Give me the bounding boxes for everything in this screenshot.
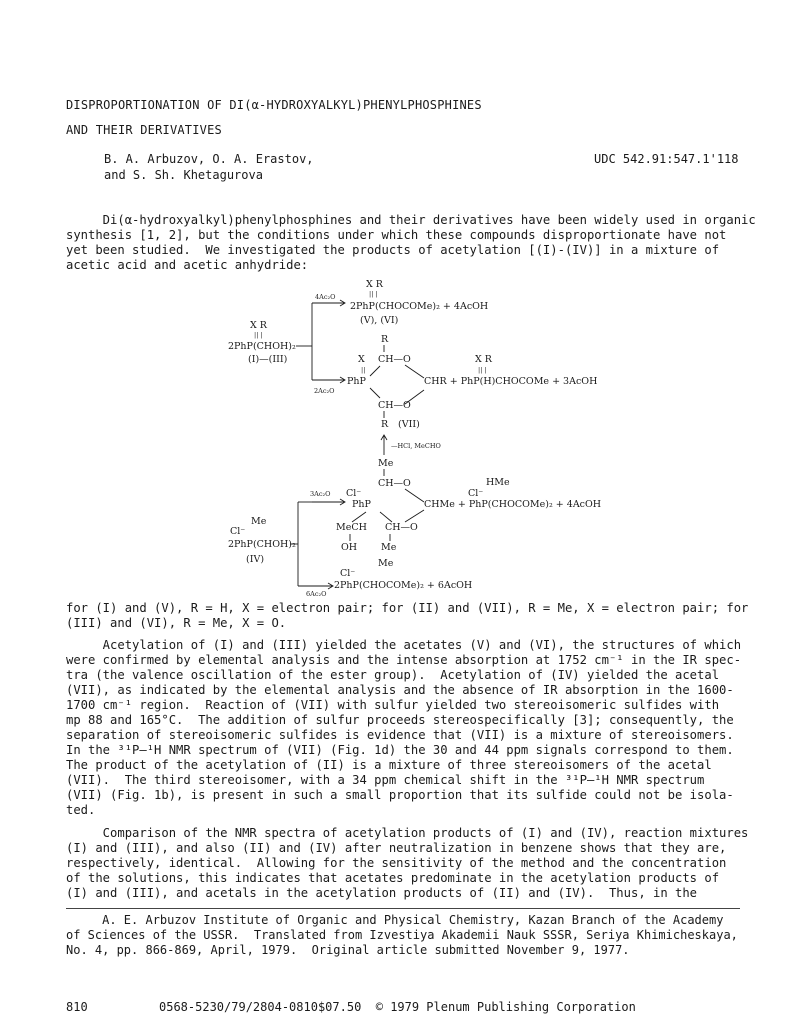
scheme-start-xr: X R <box>250 320 267 331</box>
body-line: for (I) and (V), R = H, X = electron pair; for (II) and (VII), R = Me, X = electron pair; for <box>66 601 749 615</box>
footnote-line: of Sciences of the USSR. Translated from Izvestiya Akademii Nauk SSSR, Seriya Khimicheskaya, <box>66 928 738 942</box>
scheme-bond <box>405 365 424 378</box>
scheme-iv-me: Me <box>251 516 267 527</box>
scheme-top-product: 2PhP(CHOCOMe)₂ + 4AcOH <box>350 301 489 312</box>
scheme-mid-x: X <box>358 354 365 365</box>
scheme-arrowhead <box>340 377 345 383</box>
body-line: separation of stereoisomeric sulfides is evidence that (VII) is a mixture of stereoisomers. <box>66 728 734 742</box>
scheme-mid-r-bot: R <box>381 419 389 430</box>
scheme-mid-ch-o-bot: CH—O <box>378 400 411 411</box>
scheme-top-reagent: 4Ac₂O <box>315 293 336 301</box>
scheme-arrowhead <box>381 435 387 440</box>
scheme-low-me-top: Me <box>378 458 394 469</box>
scheme-low-ch-o2: CH—O <box>385 522 418 533</box>
scheme-bond <box>380 512 392 522</box>
scheme-iv-formula: 2PhP(CHOH)₂ <box>228 539 296 550</box>
scheme-arrowhead <box>340 499 345 505</box>
body-line: ted. <box>66 803 96 817</box>
title-line-1: DISPROPORTIONATION OF DI(α-HYDROXYALKYL)PHENYLPHOSPHINES <box>66 98 482 112</box>
scheme-mid-xr: X R <box>475 354 492 365</box>
copyright-line: 0568-5230/79/2804-0810$07.50 © 1979 Plenum Publishing Corporation <box>159 1000 636 1014</box>
scheme-bond <box>352 512 366 522</box>
scheme-mid-php: PhP <box>347 376 366 387</box>
authors-line-1: B. A. Arbuzov, O. A. Erastov, <box>104 152 314 166</box>
scheme-bond <box>405 390 424 404</box>
scheme-low-reagent: 3Ac₂O <box>310 490 331 498</box>
scheme-mid-reagent: 2Ac₂O <box>314 387 335 395</box>
scheme-mid-chr: CHR + PhP(H)CHOCOMe + 3AcOH <box>424 376 598 387</box>
body-line: were confirmed by elemental analysis and the intense absorption at 1752 cm⁻¹ in the IR spec- <box>66 653 742 667</box>
body-line: of the solutions, this indicates that acetates predominate in the acetylation products of <box>66 871 720 885</box>
scheme-bond-mark: || | <box>254 331 263 339</box>
udc-code: UDC 542.91:547.1'118 <box>594 152 739 166</box>
body-line: tra (the valence oscillation of the ester group). Acetylation of (IV) yielded the acetal <box>66 668 720 682</box>
scheme-arrowhead <box>328 583 333 589</box>
scheme-low-oh: OH <box>341 542 358 553</box>
body-line: In the ³¹P—¹H NMR spectrum of (VII) (Fig. 1d) the 30 and 44 ppm signals correspond to them. <box>66 743 734 757</box>
scheme-bond <box>370 366 380 376</box>
body-line: (VII). The third stereoisomer, with a 34 ppm chemical shift in the ³¹P—¹H NMR spectrum <box>66 773 705 787</box>
intro-line: acetic acid and acetic anhydride: <box>66 258 309 272</box>
scheme-start-formula: 2PhP(CHOH)₂ <box>228 341 296 352</box>
scheme-bond <box>405 489 424 502</box>
scheme-low-chme: CHMe + PhP(CHOCOMe)₂ + 4AcOH <box>424 499 602 510</box>
scheme-low-me2: Me <box>381 542 397 553</box>
footnote-line: No. 4, pp. 866-869, April, 1979. Original article submitted November 9, 1977. <box>66 943 630 957</box>
title-line-2: AND THEIR DERIVATIVES <box>66 123 222 137</box>
scheme-low-hme: HMe <box>486 477 510 488</box>
body-line: (I) and (III), and also (II) and (IV) after neutralization in benzene shows that they are, <box>66 841 727 855</box>
body-line: mp 88 and 165°C. The addition of sulfur proceeds stereospecifically [3]; consequently, the <box>66 713 734 727</box>
scheme-low-ch-o: CH—O <box>378 478 411 489</box>
scheme-mid-ch-o-top: CH—O <box>378 354 411 365</box>
body-line: Comparison of the NMR spectra of acetylation products of (I) and (IV), reaction mixtures <box>66 826 749 840</box>
body-line: (III) and (VI), R = Me, X = O. <box>66 616 287 630</box>
body-line: (VII) (Fig. 1b), is present in such a small proportion that its sulfide could not be isola- <box>66 788 734 802</box>
scheme-low-me3: Me <box>378 558 394 569</box>
scheme-top-xr: X R <box>366 279 383 290</box>
scheme-start-label: (I)—(III) <box>248 354 288 365</box>
body-line: (VII), as indicated by the elemental analysis and the absence of IR absorption in the 1600- <box>66 683 734 697</box>
footnote-rule <box>66 908 740 909</box>
body-line: Acetylation of (I) and (III) yielded the acetates (V) and (VI), the structures of which <box>66 638 742 652</box>
scheme-low-mech: MeCH <box>336 522 367 533</box>
body-line: The product of the acetylation of (II) is a mixture of three stereoisomers of the acetal <box>66 758 712 772</box>
body-line: (I) and (III), and acetals in the acetylation products of (II) and (IV). Thus, in the <box>66 886 698 900</box>
intro-line: yet been studied. We investigated the products of acetylation [(I)-(IV)] in a mixture of <box>66 243 720 257</box>
scheme-low-cl: Cl⁻ <box>346 488 362 499</box>
scheme-bond-mark: || | <box>478 366 487 374</box>
scheme-bond <box>370 388 380 398</box>
scheme-mid-label: (VII) <box>398 419 420 430</box>
footnote-line: A. E. Arbuzov Institute of Organic and Physical Chemistry, Kazan Branch of the Academy <box>66 913 724 927</box>
scheme-mid-r: R <box>381 334 389 345</box>
intro-line: Di(α-hydroxyalkyl)phenylphosphines and their derivatives have been widely used in organic <box>66 213 756 227</box>
scheme-top-label: (V), (VI) <box>360 315 399 326</box>
intro-line: synthesis [1, 2], but the conditions under which these compounds disproportionate have not <box>66 228 727 242</box>
scheme-iv-cl: Cl⁻ <box>230 526 246 537</box>
scheme-bond <box>405 510 424 522</box>
scheme-low-cl2: Cl⁻ <box>468 488 484 499</box>
scheme-bot-product: 2PhP(CHOCOMe)₂ + 6AcOH <box>334 580 473 591</box>
scheme-low-php: PhP <box>352 499 371 510</box>
scheme-arrowhead <box>340 300 345 306</box>
scheme-iv-label: (IV) <box>246 554 265 565</box>
page-number: 810 <box>66 1000 88 1014</box>
scheme-bot-reagent: 6Ac₂O <box>306 590 327 598</box>
scheme-bond-mark: || <box>361 366 366 374</box>
authors-line-2: and S. Sh. Khetagurova <box>104 168 263 182</box>
body-line: 1700 cm⁻¹ region. Reaction of (VII) with sulfur yielded two stereoisomeric sulfides with <box>66 698 720 712</box>
scheme-bond-mark: || | <box>369 290 378 298</box>
body-line: respectively, identical. Allowing for the sensitivity of the method and the concentration <box>66 856 727 870</box>
scheme-arrow-reagent: —HCl, MeCHO <box>391 442 441 450</box>
scheme-bot-cl: Cl⁻ <box>340 568 356 579</box>
